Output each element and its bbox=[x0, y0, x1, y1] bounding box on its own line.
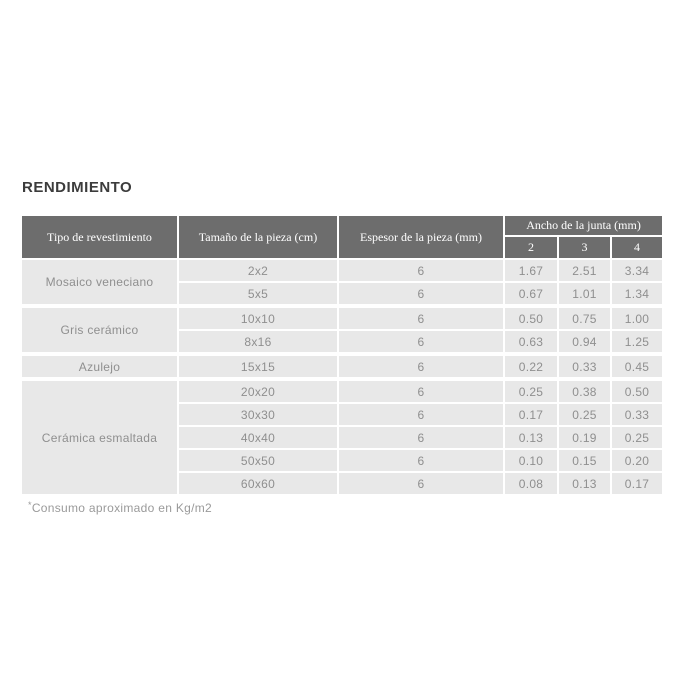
subcol-header-junta-4: 4 bbox=[612, 237, 662, 258]
value-cell: 0.22 bbox=[505, 356, 557, 379]
value-cell: 1.25 bbox=[612, 331, 662, 354]
group-label-cell: Gris cerámico bbox=[22, 308, 177, 354]
value-cell: 0.25 bbox=[612, 427, 662, 448]
footnote-marker: * bbox=[28, 500, 32, 510]
thickness-cell: 6 bbox=[339, 356, 503, 379]
value-cell: 0.17 bbox=[505, 404, 557, 425]
value-cell: 0.17 bbox=[612, 473, 662, 494]
value-cell: 0.13 bbox=[559, 473, 610, 494]
table-row bbox=[22, 308, 662, 329]
size-cell: 2x2 bbox=[179, 260, 337, 281]
thickness-cell: 6 bbox=[339, 381, 503, 402]
thickness-cell: 6 bbox=[339, 473, 503, 494]
header-row-main bbox=[22, 216, 662, 235]
value-cell: 0.94 bbox=[559, 331, 610, 354]
table-body bbox=[22, 260, 662, 494]
group-label-cell: Cerámica esmaltada bbox=[22, 381, 177, 494]
thickness-cell: 6 bbox=[339, 450, 503, 471]
size-cell: 50x50 bbox=[179, 450, 337, 471]
value-cell: 1.67 bbox=[505, 260, 557, 281]
page-title: RENDIMIENTO bbox=[22, 179, 133, 196]
col-header-tamano-de-la-pieza: Tamaño de la pieza (cm) bbox=[179, 216, 337, 258]
value-cell: 0.75 bbox=[559, 308, 610, 329]
size-cell: 10x10 bbox=[179, 308, 337, 329]
size-cell: 15x15 bbox=[179, 356, 337, 379]
value-cell: 0.19 bbox=[559, 427, 610, 448]
value-cell: 0.50 bbox=[505, 308, 557, 329]
value-cell: 1.00 bbox=[612, 308, 662, 329]
value-cell: 0.33 bbox=[612, 404, 662, 425]
thickness-cell: 6 bbox=[339, 331, 503, 354]
table-row bbox=[22, 381, 662, 402]
table-row bbox=[22, 356, 662, 379]
thickness-cell: 6 bbox=[339, 308, 503, 329]
value-cell: 1.01 bbox=[559, 283, 610, 306]
value-cell: 0.50 bbox=[612, 381, 662, 402]
size-cell: 5x5 bbox=[179, 283, 337, 306]
value-cell: 0.20 bbox=[612, 450, 662, 471]
footnote-text: Consumo aproximado en Kg/m2 bbox=[31, 501, 213, 515]
footnote bbox=[28, 501, 668, 515]
size-cell: 20x20 bbox=[179, 381, 337, 402]
value-cell: 2.51 bbox=[559, 260, 610, 281]
value-cell: 0.45 bbox=[612, 356, 662, 379]
table-row bbox=[22, 260, 662, 281]
value-cell: 0.33 bbox=[559, 356, 610, 379]
table-header bbox=[22, 216, 662, 258]
size-cell: 30x30 bbox=[179, 404, 337, 425]
value-cell: 0.10 bbox=[505, 450, 557, 471]
value-cell: 0.25 bbox=[559, 404, 610, 425]
thickness-cell: 6 bbox=[339, 283, 503, 306]
col-header-tipo-de-revestimiento: Tipo de revestimiento bbox=[22, 216, 177, 258]
value-cell: 1.34 bbox=[612, 283, 662, 306]
value-cell: 0.08 bbox=[505, 473, 557, 494]
subcol-header-junta-3: 3 bbox=[559, 237, 610, 258]
value-cell: 0.63 bbox=[505, 331, 557, 354]
thickness-cell: 6 bbox=[339, 260, 503, 281]
col-header-ancho-de-la-junta: Ancho de la junta (mm) bbox=[505, 216, 662, 235]
value-cell: 0.38 bbox=[559, 381, 610, 402]
size-cell: 40x40 bbox=[179, 427, 337, 448]
value-cell: 0.67 bbox=[505, 283, 557, 306]
rendimiento-table bbox=[20, 214, 664, 496]
thickness-cell: 6 bbox=[339, 427, 503, 448]
size-cell: 60x60 bbox=[179, 473, 337, 494]
value-cell: 0.25 bbox=[505, 381, 557, 402]
value-cell: 0.13 bbox=[505, 427, 557, 448]
group-label-cell: Mosaico veneciano bbox=[22, 260, 177, 306]
col-header-espesor-de-la-pieza: Espesor de la pieza (mm) bbox=[339, 216, 503, 258]
value-cell: 3.34 bbox=[612, 260, 662, 281]
value-cell: 0.15 bbox=[559, 450, 610, 471]
group-label-cell: Azulejo bbox=[22, 356, 177, 379]
subcol-header-junta-2: 2 bbox=[505, 237, 557, 258]
rendimiento-section bbox=[20, 179, 668, 515]
size-cell: 8x16 bbox=[179, 331, 337, 354]
thickness-cell: 6 bbox=[339, 404, 503, 425]
